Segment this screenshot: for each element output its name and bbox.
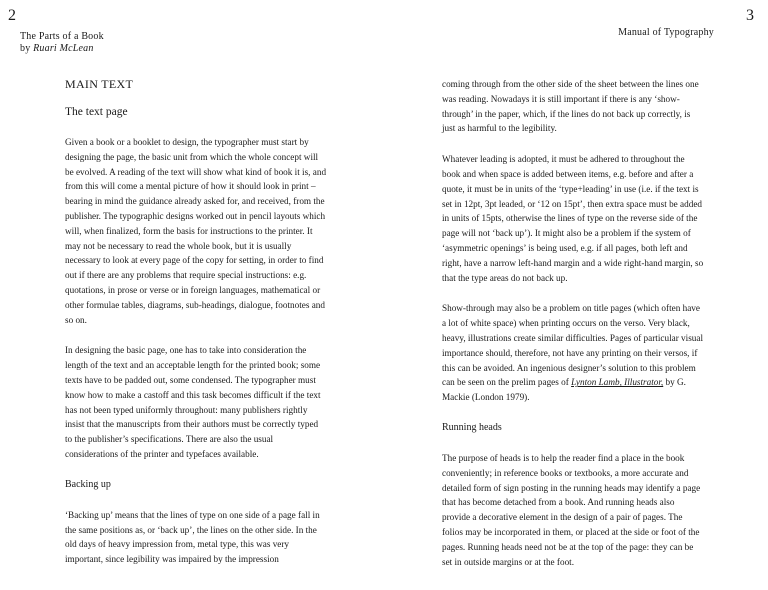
paragraph: ‘Backing up’ means that the lines of type on one side of a page fall in the same positions as, or ‘back up’, the lines on the other side. In the old days of heavy impression from, metal type, this was very important, since legibility was impaired by the impression — [65, 509, 320, 565]
subheading-backing-up: Backing up — [65, 478, 111, 490]
left-running-title: The Parts of a Book — [20, 31, 104, 42]
book-title-reference: Lynton Lamb, Illustrator, — [571, 377, 664, 388]
subheading-text-page: The text page — [65, 106, 128, 118]
paragraph: coming through from the other side of the sheet between the lines one was reading. Nowadays it is still important if there is any ‘show-through’ in the paper, which, if the lines do not back up correctly, is just as harmful to the legibility. — [442, 79, 699, 134]
right-folio: 3 — [746, 7, 754, 24]
paragraph-text: Show-through may also be a problem on title pages (which often have a lot of white space) when printing occurs on the verso. Very black, heavy, illustrations create similar difficulties. Pages of particular visual importance should, therefore, not have any printing on their versos, if this can be avoided. An ingenious designer’s solution to this problem can be seen on the prelim pages of — [442, 303, 703, 388]
left-text-column — [65, 77, 327, 583]
paragraph: In designing the basic page, one has to take into consideration the length of the text and an acceptable length for the printed book; some texts have to be padded out, some condensed. The typographer must know how to make a castoff and this task becomes difficult if the text has not been typed uniformly throughout: many publishers rightly insist that the manuscripts from their authors must be correctly typed to the publisher’s specifications. There are also the usual considerations of the printer and typefaces available. — [65, 345, 321, 459]
right-text-column — [442, 77, 704, 585]
paragraph — [442, 301, 704, 405]
right-running-title: Manual of Typography — [618, 27, 714, 38]
paragraph: Whatever leading is adopted, it must be adhered to throughout the book and when space is added between items, e.g. before and after a quote, it must be in units of the ‘type+leading’ in use (i.e. if the text is set in 12pt, 3pt leaded, or ‘12 on 15pt’, then extra space must be added in units of 15pts, otherwise the lines of type on the reverse side of the page will not ‘back up’). It might also be a problem if the system of ‘asymmetric openings’ is being used, e.g. if all pages, both left and right, have a narrow left-hand margin and a wide right-hand margin, so that the type areas do not back up. — [442, 154, 704, 283]
author-name: Ruari McLean — [33, 43, 94, 54]
paragraph: Given a book or a booklet to design, the typographer must start by designing the page, the basic unit from which the whole concept will be evolved. A reading of the text will show what kind of book it is, and from this will come a mental picture of how it should look in print – bearing in mind the guidance already asked for, and received, from the publisher. The typographic designs worked out in pencil layouts which will, when finalized, form the basis for instructions to the printer. It may not be necessary to read the whole book, but it is usually necessary to look at every page of the copy for setting, in order to find out if there are any problems that require special instructions: e.g. quotations, in prose or verse or in foreign languages, mathematical or other formulae tables, diagrams, sub-headings, dialogue, footnotes and so on. — [65, 137, 327, 325]
section-heading-main-text: MAIN TEXT — [65, 77, 134, 91]
paragraph: The purpose of heads is to help the reader find a place in the book conveniently; in reference books or textbooks, a more accurate and detailed form of sign posting in the running heads may identify a page that has become detached from a book. And running heads also provide a decorative element in the design of a pair of pages. The folios may be incorporated in them, or placed at the side or foot of the pages. Running heads need not be at the top of the page: they can be set in outside margins or at the foot. — [442, 452, 701, 567]
author-prefix: by — [20, 43, 31, 54]
left-author-line — [20, 43, 94, 55]
left-folio: 2 — [8, 7, 16, 24]
paragraph-text: by G. Mackie (London 1979). — [442, 377, 686, 403]
subheading-running-heads: Running heads — [442, 421, 502, 433]
